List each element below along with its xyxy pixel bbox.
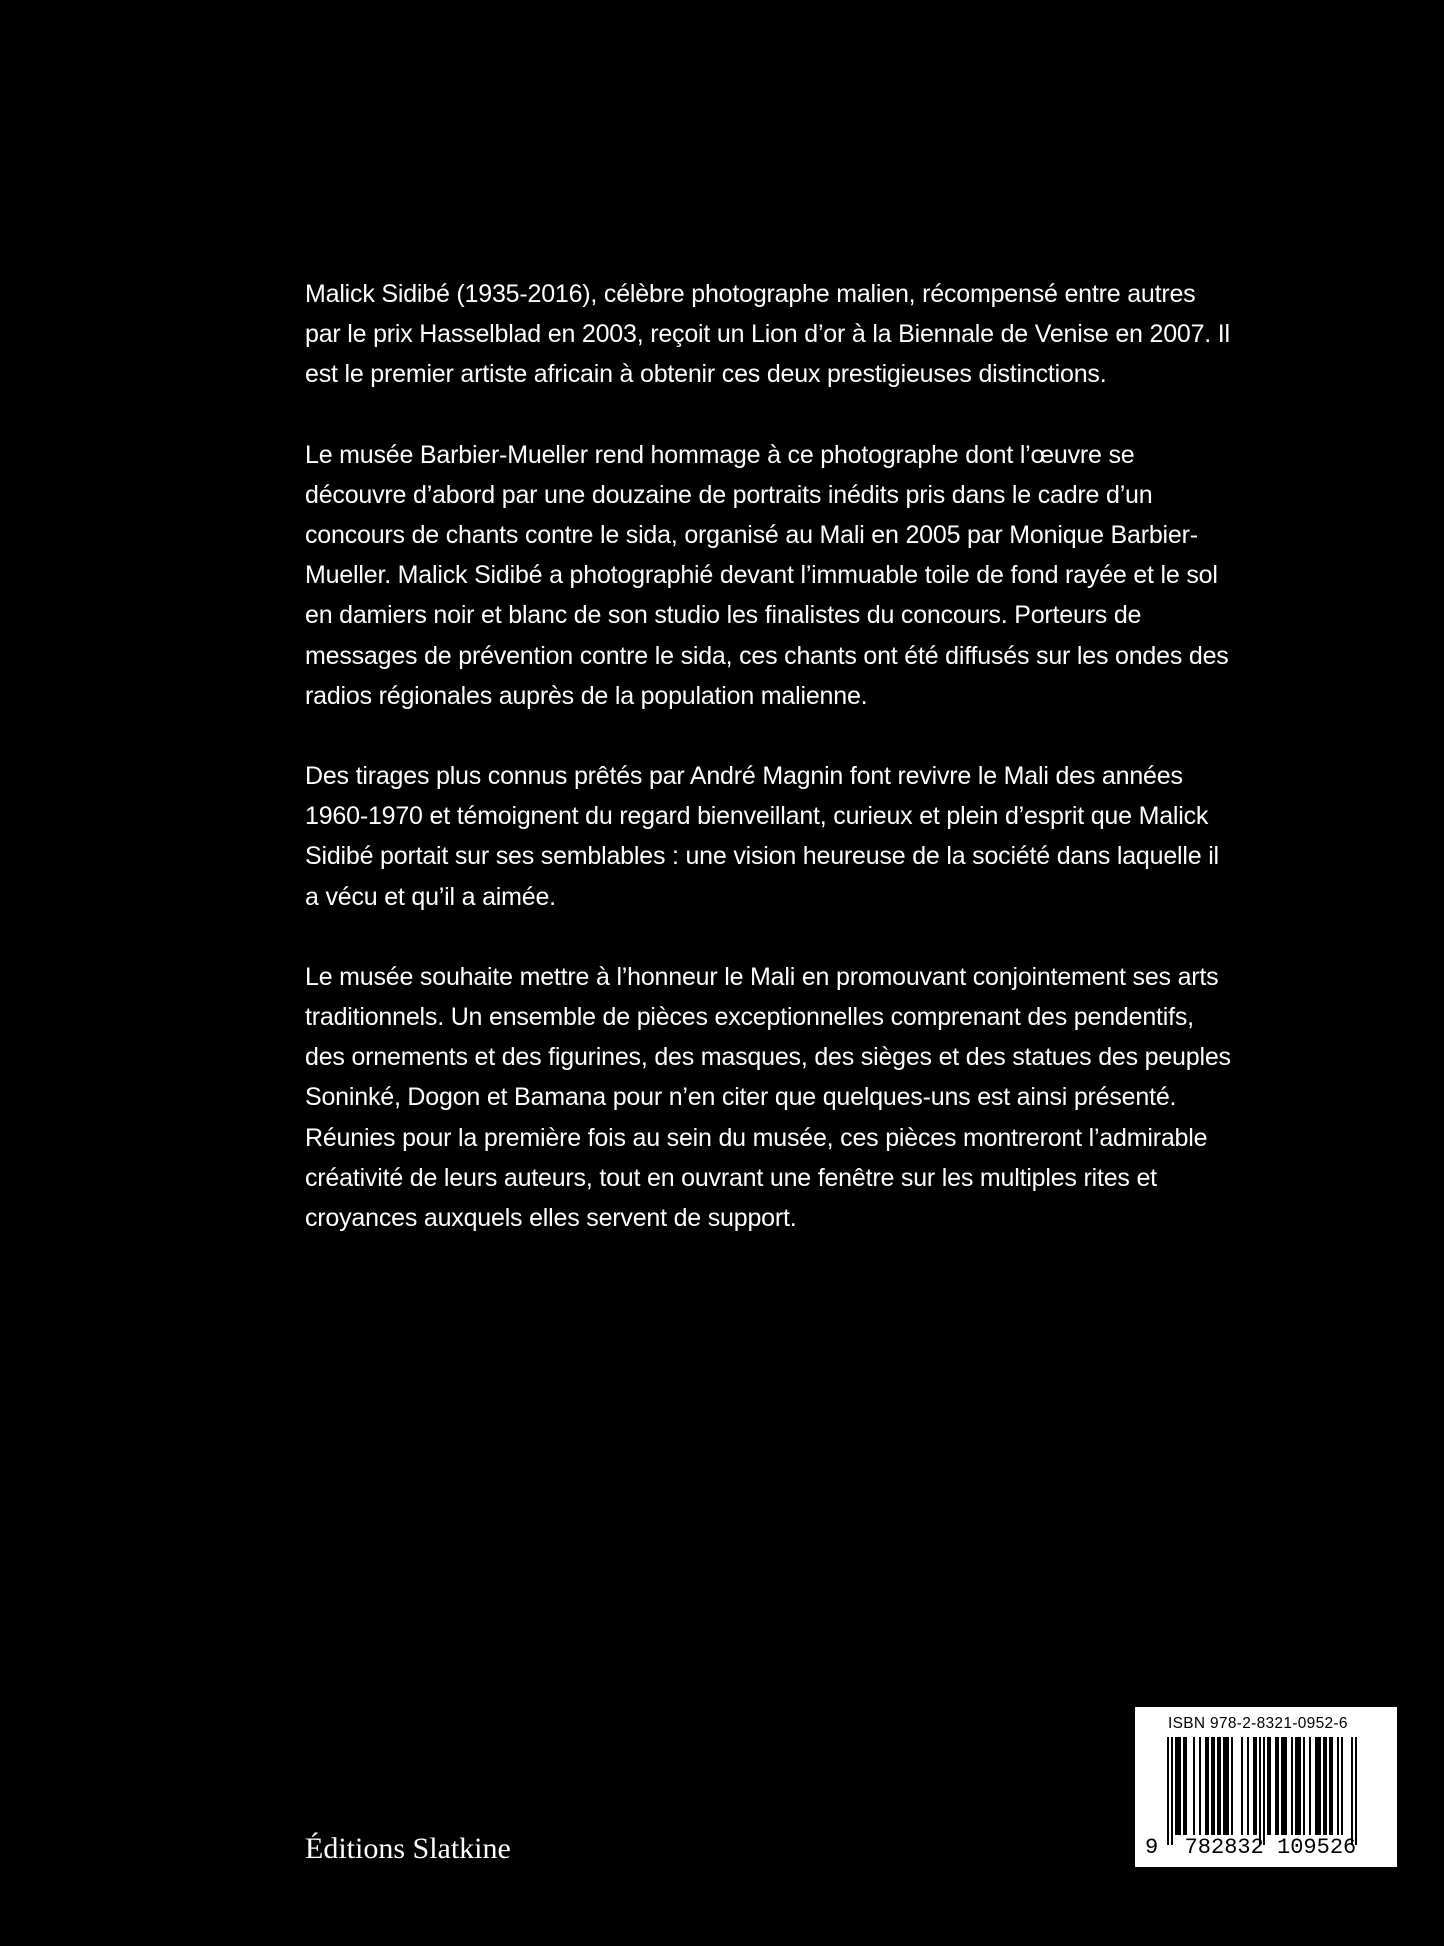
barcode-bar bbox=[1219, 1737, 1221, 1835]
barcode-bar bbox=[1283, 1737, 1285, 1835]
barcode-right-group: 109526 bbox=[1277, 1835, 1357, 1860]
barcode-bar bbox=[1205, 1737, 1207, 1835]
barcode-bar bbox=[1329, 1737, 1331, 1835]
barcode-bar bbox=[1325, 1737, 1327, 1835]
barcode-bar bbox=[1309, 1737, 1311, 1835]
barcode-bar bbox=[1299, 1737, 1301, 1835]
back-cover-text bbox=[305, 274, 1235, 1278]
barcode-bar bbox=[1303, 1737, 1305, 1835]
barcode-bar bbox=[1179, 1737, 1181, 1835]
barcode-bar bbox=[1275, 1737, 1277, 1835]
barcode-bar bbox=[1217, 1737, 1219, 1835]
barcode-bar bbox=[1297, 1737, 1299, 1835]
paragraph-traditional-arts: Le musée souhaite mettre à l’honneur le Mali en promouvant conjointement ses arts traditionnels. Un ensemble de pièces exceptionnelles comprenant des pendentifs, des ornements et des figurines, des masques, des sièges et des statues des peuples Soninké, Dogon et Bamana pour n’en citer que quelques-uns est ainsi présenté. Réunies pour la première fois au sein du musée, ces pièces montreront l’admirable créativité de leurs auteurs, tout en ouvrant une fenêtre sur les multiples rites et croyances auxquels elles servent de support. bbox=[305, 962, 1231, 1233]
barcode-digits bbox=[1145, 1835, 1389, 1860]
barcode-bar bbox=[1323, 1737, 1325, 1835]
barcode-bar bbox=[1319, 1737, 1321, 1835]
barcode-bar bbox=[1295, 1737, 1297, 1835]
barcode-bar bbox=[1193, 1737, 1195, 1835]
barcode-bar bbox=[1241, 1737, 1243, 1835]
barcode-bar bbox=[1225, 1737, 1227, 1835]
barcode-bar bbox=[1183, 1737, 1185, 1835]
isbn-barcode bbox=[1135, 1707, 1397, 1867]
paragraph-biography: Malick Sidibé (1935-2016), célèbre photographe malien, récompensé entre autres par le prix Hasselblad en 2003, reçoit un Lion d’or à la Biennale de Venise en 2007. Il est le premier artiste africain à obtenir ces deux prestigieuses distinctions. bbox=[305, 280, 1230, 389]
barcode-bar bbox=[1185, 1737, 1187, 1835]
barcode-bar bbox=[1263, 1737, 1265, 1845]
barcode-bar bbox=[1291, 1737, 1293, 1835]
barcode-first-digit: 9 bbox=[1145, 1835, 1159, 1860]
barcode-bar bbox=[1337, 1737, 1339, 1835]
barcode-bar bbox=[1315, 1737, 1317, 1835]
barcode-bar bbox=[1211, 1737, 1213, 1835]
barcode-bar bbox=[1259, 1737, 1261, 1845]
barcode-bar bbox=[1281, 1737, 1283, 1835]
barcode-bar bbox=[1247, 1737, 1249, 1835]
barcode-bar bbox=[1253, 1737, 1255, 1835]
paragraph-portraits: Le musée Barbier-Mueller rend hommage à ce photographe dont l’œuvre se découvre d’abord par une douzaine de portraits inédits pris dans le cadre d’un concours de chants contre le sida, organisé au Mali en 2005 par Monique Barbier-Mueller. Malick Sidibé a photographié devant l’immuable toile de fond rayée et le sol en damiers noir et blanc de son studio les finalistes du concours. Porteurs de messages de prévention contre le sida, ces chants ont été diffusés sur les ondes des radios régionales auprès de la population malienne. bbox=[305, 440, 1229, 710]
barcode-bar bbox=[1269, 1737, 1271, 1835]
barcode-bar bbox=[1167, 1737, 1169, 1845]
barcode-bar bbox=[1355, 1737, 1357, 1845]
paragraph-prints: Des tirages plus connus prêtés par André Magnin font revivre le Mali des années 1960-1970 et témoignent du regard bienveillant, curieux et plein d’esprit que Malick Sidibé portait sur ses semblables : une vision heureuse de la société dans laquelle il a vécu et qu’il a aimée. bbox=[305, 762, 1219, 911]
barcode-bar bbox=[1341, 1737, 1343, 1835]
barcode-bar bbox=[1227, 1737, 1229, 1835]
barcode-bar bbox=[1267, 1737, 1269, 1835]
barcode-bar bbox=[1351, 1737, 1353, 1845]
isbn-label: ISBN 978-2-8321-0952-6 bbox=[1168, 1715, 1348, 1732]
publisher-name: Éditions Slatkine bbox=[305, 1832, 511, 1865]
barcode-bar bbox=[1199, 1737, 1201, 1835]
barcode-bar bbox=[1175, 1737, 1177, 1835]
barcode-bar bbox=[1207, 1737, 1209, 1835]
barcode-bar bbox=[1223, 1737, 1225, 1835]
barcode-bar bbox=[1177, 1737, 1179, 1835]
barcode-left-group: 782832 bbox=[1184, 1835, 1264, 1860]
barcode-bar bbox=[1317, 1737, 1319, 1835]
barcode-bar bbox=[1277, 1737, 1279, 1835]
barcode-bar bbox=[1255, 1737, 1257, 1835]
barcode-bar bbox=[1213, 1737, 1215, 1835]
barcode-bar bbox=[1231, 1737, 1233, 1835]
barcode-bar bbox=[1171, 1737, 1173, 1845]
barcode-bar bbox=[1331, 1737, 1333, 1835]
barcode-bar bbox=[1285, 1737, 1287, 1835]
